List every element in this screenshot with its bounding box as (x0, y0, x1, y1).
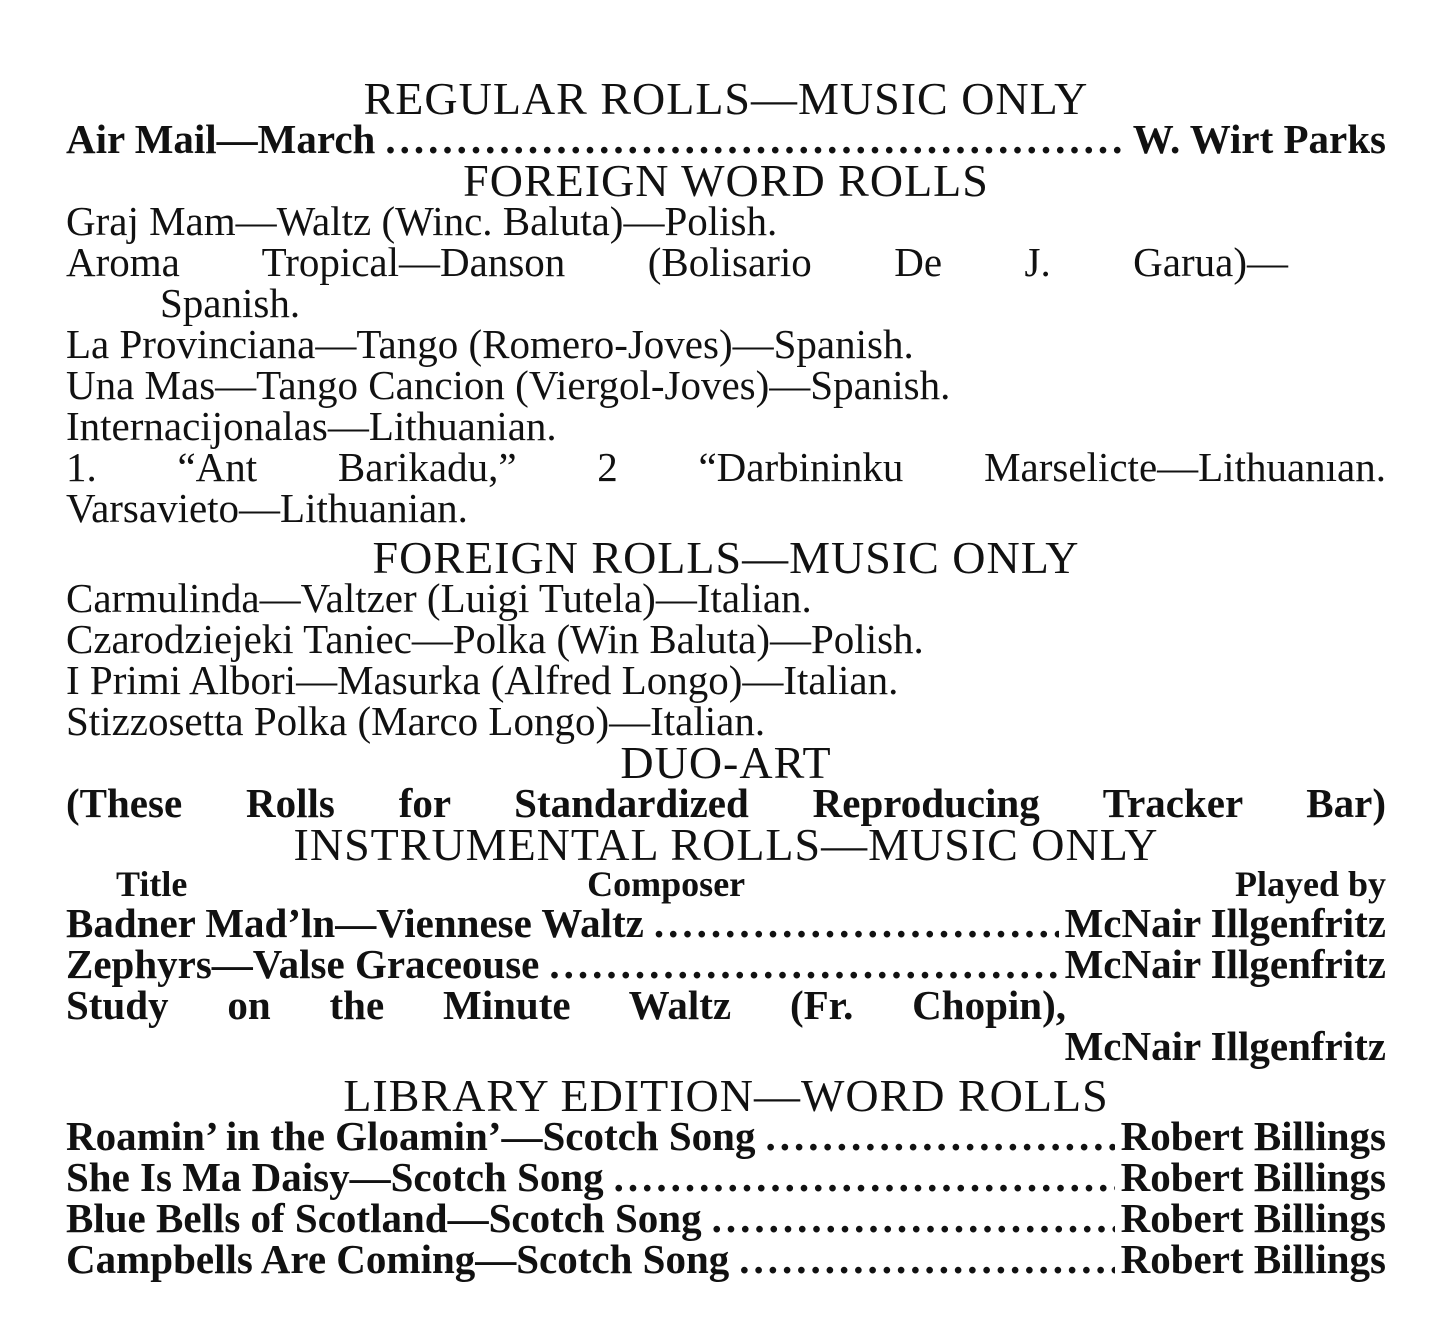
catalog-line: Stizzosetta Polka (Marco Longo)—Italian. (66, 698, 766, 744)
catalog-line: Czarodziejeki Taniec—Polka (Win Baluta)—Polish. (66, 616, 924, 662)
catalog-row (66, 116, 1386, 162)
dot-leader (739, 1239, 1114, 1280)
dot-leader (614, 1157, 1115, 1198)
roll-title: Roamin’ in the Gloamin’—Scotch Song (66, 1113, 756, 1159)
catalog-line: Una Mas—Tango Cancion (Viergol-Joves)—Spanish. (66, 362, 951, 408)
roll-artist: Robert Billings (1120, 1113, 1386, 1159)
roll-title: Blue Bells of Scotland—Scotch Song (66, 1195, 702, 1241)
catalog-row-artist: McNair Illgenfritz (1064, 1023, 1386, 1069)
roll-artist: W. Wirt Parks (1132, 116, 1386, 162)
column-header-played-by: Played by (1234, 864, 1386, 904)
catalog-row (66, 1236, 1386, 1282)
roll-title: She Is Ma Daisy—Scotch Song (66, 1154, 604, 1200)
section-heading-instrumental-rolls: INSTRUMENTAL ROLLS—MUSIC ONLY (293, 819, 1159, 870)
column-headers (66, 865, 1386, 903)
catalog-row (66, 900, 1386, 946)
dot-leader (549, 944, 1058, 985)
catalog-line: Varsavieto—Lithuanian. (66, 485, 468, 531)
catalog-line: Internacijonalas—Lithuanian. (66, 403, 557, 449)
column-header-title: Title (116, 864, 188, 904)
roll-artist: McNair Illgenfritz (1064, 900, 1386, 946)
catalog-line: I Primi Albori—Masurka (Alfred Longo)—Italian. (66, 657, 899, 703)
dot-leader (712, 1198, 1115, 1239)
catalog-line-continuation: Spanish. (160, 280, 301, 326)
roll-title: Air Mail—March (66, 116, 376, 162)
catalog-row (66, 1154, 1386, 1200)
section-heading-library-edition: LIBRARY EDITION—WORD ROLLS (343, 1070, 1109, 1121)
section-heading-regular-rolls: REGULAR ROLLS—MUSIC ONLY (363, 73, 1089, 124)
catalog-row (66, 941, 1386, 987)
catalog-row (66, 1195, 1386, 1241)
roll-artist: Robert Billings (1120, 1195, 1386, 1241)
dot-leader (765, 1116, 1114, 1157)
catalog-line: 1. “Ant Barikadu,” 2 “Darbininku Marselicte—Lithuanıan. (66, 444, 1386, 490)
roll-title: Campbells Are Coming—Scotch Song (66, 1236, 730, 1282)
roll-artist: McNair Illgenfritz (1064, 941, 1386, 987)
catalog-row (66, 1113, 1386, 1159)
duo-art-note: (These Rolls for Standardized Reproducing Tracker Bar) (66, 780, 1386, 826)
section-heading-foreign-word-rolls: FOREIGN WORD ROLLS (463, 155, 989, 206)
catalog-line: Carmulinda—Valtzer (Luigi Tutela)—Italian. (66, 575, 812, 621)
section-heading-duo-art: DUO-ART (620, 737, 832, 788)
roll-artist: Robert Billings (1120, 1154, 1386, 1200)
dot-leader (385, 119, 1126, 160)
section-heading-foreign-rolls: FOREIGN ROLLS—MUSIC ONLY (372, 532, 1080, 583)
roll-title: Badner Mad’ln—Viennese Waltz (66, 900, 644, 946)
roll-artist: Robert Billings (1120, 1236, 1386, 1282)
roll-title: Zephyrs—Valse Graceouse (66, 941, 540, 987)
catalog-line: La Provinciana—Tango (Romero-Joves)—Spanish. (66, 321, 914, 367)
catalog-line: Graj Mam—Waltz (Winc. Baluta)—Polish. (66, 198, 778, 244)
roll-catalog-page (66, 73, 1386, 1282)
column-header-composer: Composer (587, 864, 746, 904)
catalog-row-title: Study on the Minute Waltz (Fr. Chopin), (66, 982, 1066, 1028)
dot-leader (654, 903, 1059, 944)
catalog-line: Aroma Tropical—Danson (Bolisario De J. Garua)— (66, 239, 1288, 285)
